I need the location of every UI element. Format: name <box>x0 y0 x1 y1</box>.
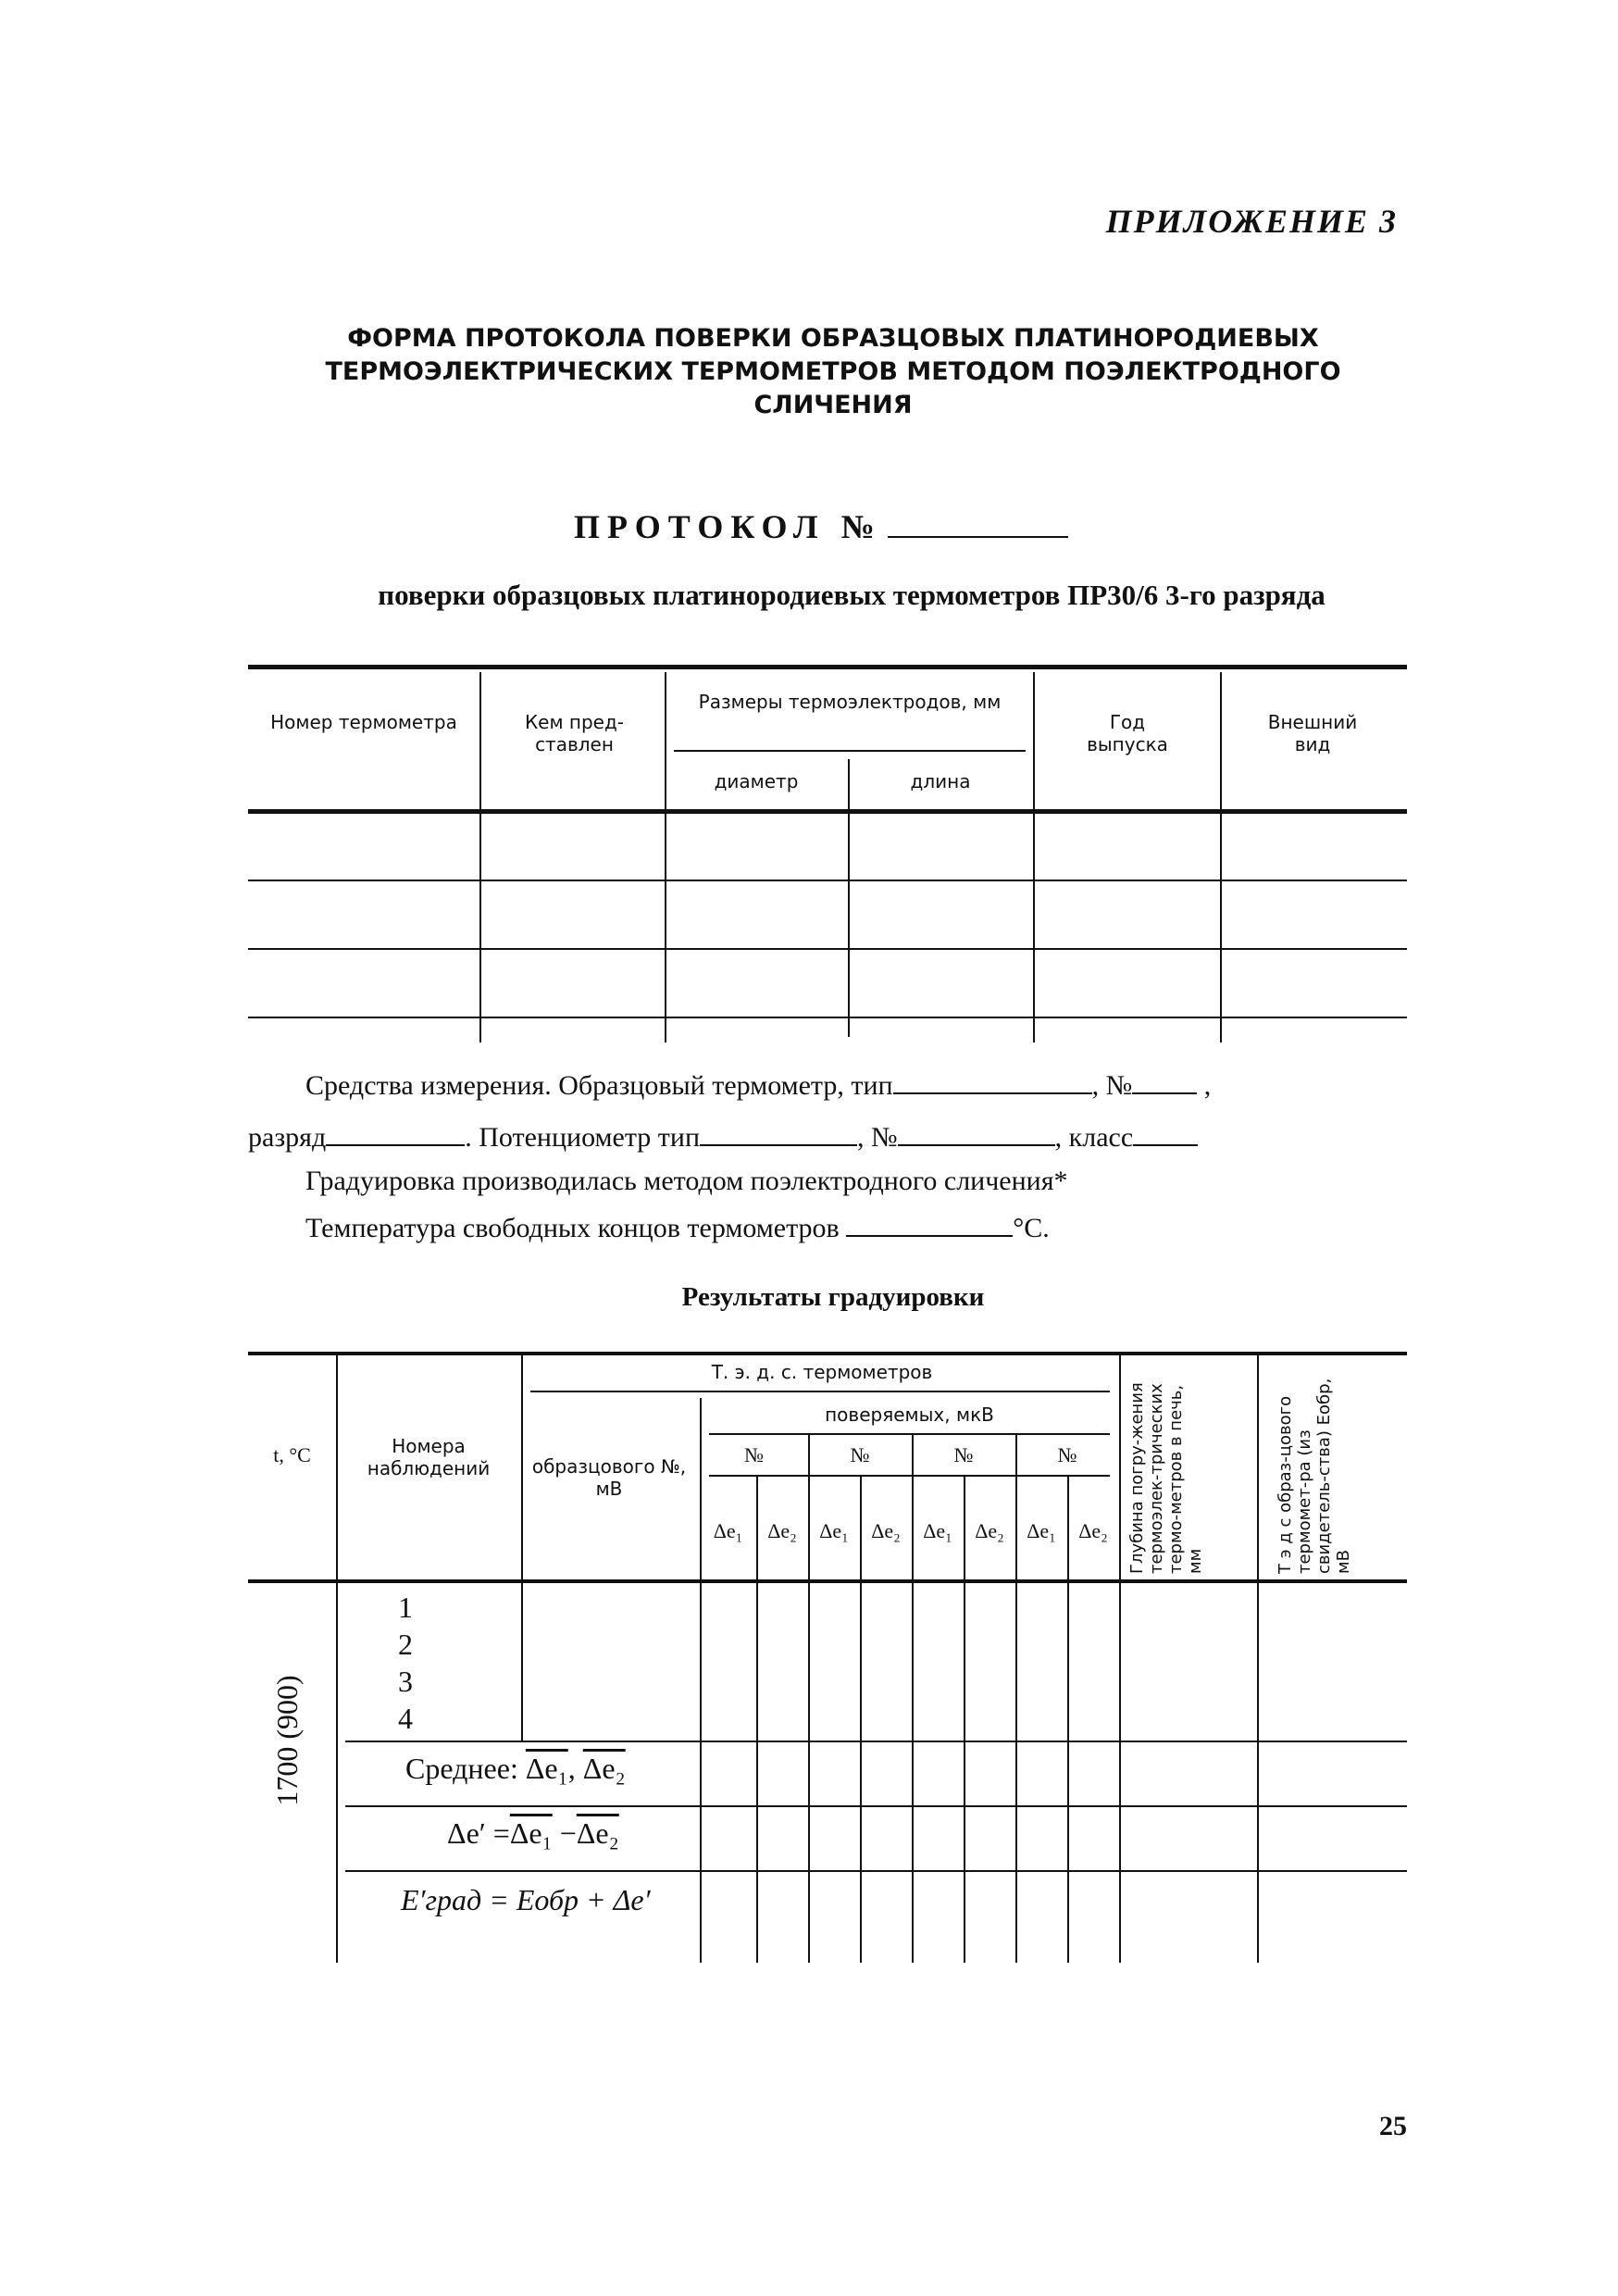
col-de1: Δe₁ <box>923 1519 952 1542</box>
measurement-text: , класс <box>1054 1122 1134 1153</box>
formula-text: Δe₁ <box>525 1752 568 1785</box>
blank-field <box>700 1117 857 1146</box>
formula-text: Δe₁ <box>509 1816 553 1850</box>
col-de2: Δe₂ <box>1078 1519 1108 1542</box>
table-column-rule <box>912 1435 914 1963</box>
col-tested: поверяемых, мкВ <box>825 1404 994 1426</box>
blank-field <box>1132 1065 1197 1094</box>
table-rule <box>248 1352 1407 1355</box>
table-row-rule <box>248 880 1407 881</box>
col-no: № <box>744 1443 764 1466</box>
table-subheader-rule <box>709 1475 1110 1477</box>
table-row-rule <box>248 948 1407 950</box>
measurement-text: . Потенциометр тип <box>465 1122 701 1153</box>
measurement-text: Средства измерения. Образцовый термометр, тип <box>305 1070 893 1101</box>
table-column-rule <box>964 1477 965 1963</box>
thermometer-table <box>248 665 1407 1054</box>
measurement-line-1 <box>305 1065 1472 1104</box>
table-column-rule <box>756 1477 758 1963</box>
table-rule <box>248 809 1407 814</box>
table-row-rule <box>248 1017 1407 1018</box>
table-column-rule <box>665 672 666 1042</box>
results-table <box>248 1352 1407 1963</box>
table-subheader-rule <box>530 1391 1110 1392</box>
measurement-line-2 <box>248 1117 1414 1156</box>
measurement-text: , № <box>857 1122 898 1153</box>
col-year: Год выпуска <box>1087 711 1168 755</box>
formula-text: Δe′ = <box>447 1816 510 1850</box>
formula-text: Среднее: <box>405 1752 518 1785</box>
table-column-rule <box>860 1477 862 1963</box>
col-t: t, °С <box>273 1443 311 1466</box>
col-no: № <box>953 1443 974 1466</box>
col-appearance: Внешний вид <box>1267 711 1358 755</box>
table-column-rule <box>521 1352 523 1741</box>
formula-text: − <box>552 1816 577 1850</box>
table-column-rule <box>808 1435 810 1963</box>
mean-row-label <box>405 1752 626 1786</box>
col-presented-by: Кем пред-ставлен <box>524 711 625 755</box>
blank-field <box>898 1117 1055 1146</box>
col-diameter: диаметр <box>714 770 799 792</box>
col-sizes: Размеры термоэлектродов, мм <box>698 691 1002 713</box>
table-column-rule <box>1015 1435 1017 1963</box>
protocol-label: ПРОТОКОЛ № <box>574 508 882 545</box>
table-rule <box>248 665 1407 669</box>
table-row-rule <box>700 1741 1407 1742</box>
table-row-rule <box>345 1805 1407 1807</box>
col-de1: Δe₁ <box>1027 1519 1056 1542</box>
measurement-text: °С. <box>1013 1213 1050 1243</box>
measurement-text: , № <box>1091 1070 1133 1101</box>
observation-number: 2 <box>398 1628 413 1661</box>
measurement-text: , <box>1203 1070 1212 1101</box>
col-observations: Номера наблюдений <box>367 1435 491 1479</box>
table-row-rule <box>345 1870 1407 1872</box>
col-no: № <box>850 1443 870 1466</box>
protocol-heading <box>574 505 1222 546</box>
formula-text: , <box>567 1752 576 1785</box>
blank-field <box>846 1207 1013 1237</box>
col-de1: Δe₁ <box>713 1519 743 1542</box>
measurement-text: Температура свободных концов термометров <box>305 1213 840 1243</box>
egrad-row-label: E′град = Eобр + Δe′ <box>401 1883 651 1916</box>
measurement-line-4 <box>305 1207 1472 1247</box>
temperature-value: 1700 (900) <box>270 1675 304 1806</box>
col-emf: Т. э. д. с. термометров <box>711 1361 933 1383</box>
delta-row-label <box>447 1816 619 1851</box>
observation-number: 4 <box>398 1702 413 1735</box>
col-de2: Δe₂ <box>871 1519 901 1542</box>
col-de1: Δe₁ <box>819 1519 849 1542</box>
col-length: длина <box>910 770 971 792</box>
col-depth: Глубина погру-жения термоэлек-трических термо-метров в печь, мм <box>1127 1382 1205 1574</box>
col-no: № <box>1057 1443 1077 1466</box>
table-column-rule <box>479 672 481 1042</box>
col-de2: Δe₂ <box>767 1519 797 1542</box>
measurement-line-3: Градуировка производилась методом поэлектродного сличения* <box>305 1166 1068 1196</box>
page-number: 25 <box>1379 2111 1407 2141</box>
observation-number: 1 <box>398 1591 413 1624</box>
observation-number: 3 <box>398 1665 413 1698</box>
appendix-label: ПРИЛОЖЕНИЕ 3 <box>1105 203 1398 240</box>
table-subheader-rule <box>674 750 1026 752</box>
formula-text: Δe₂ <box>582 1752 626 1785</box>
measurement-text: разряд <box>248 1122 327 1153</box>
table-column-rule <box>1067 1477 1069 1963</box>
protocol-subtitle: поверки образцовых платинородиевых термометров ПР30/6 3-го разряда <box>378 579 1326 611</box>
table-column-rule <box>700 1398 702 1963</box>
blank-field <box>893 1065 1092 1094</box>
table-column-rule <box>848 759 850 1037</box>
formula-text: Δe₂ <box>576 1816 619 1850</box>
form-title: ФОРМА ПРОТОКОЛА ПОВЕРКИ ОБРАЗЦОВЫХ ПЛАТИНОРОДИЕВЫХ ТЕРМОЭЛЕКТРИЧЕСКИХ ТЕРМОМЕТРОВ МЕТОДОМ ПОЭЛЕКТРОДНОГО СЛИЧЕНИЯ <box>325 324 1341 419</box>
col-ref-emf: Т э д с образ-цового термомет-ра (из свидетель-ства) Eобр, мВ <box>1276 1378 1353 1574</box>
protocol-number-blank <box>888 505 1068 538</box>
table-column-rule <box>1220 672 1222 1042</box>
col-number: Номер термометра <box>270 711 457 733</box>
blank-field <box>326 1117 465 1146</box>
table-subheader-rule <box>709 1433 1110 1435</box>
table-column-rule <box>1033 672 1035 1042</box>
table-rule <box>248 1579 1407 1583</box>
col-de2: Δe₂ <box>975 1519 1004 1542</box>
results-title: Результаты градуировки <box>681 1282 985 1312</box>
col-reference: образцового №, мВ <box>531 1455 687 1500</box>
blank-field <box>1133 1117 1198 1146</box>
